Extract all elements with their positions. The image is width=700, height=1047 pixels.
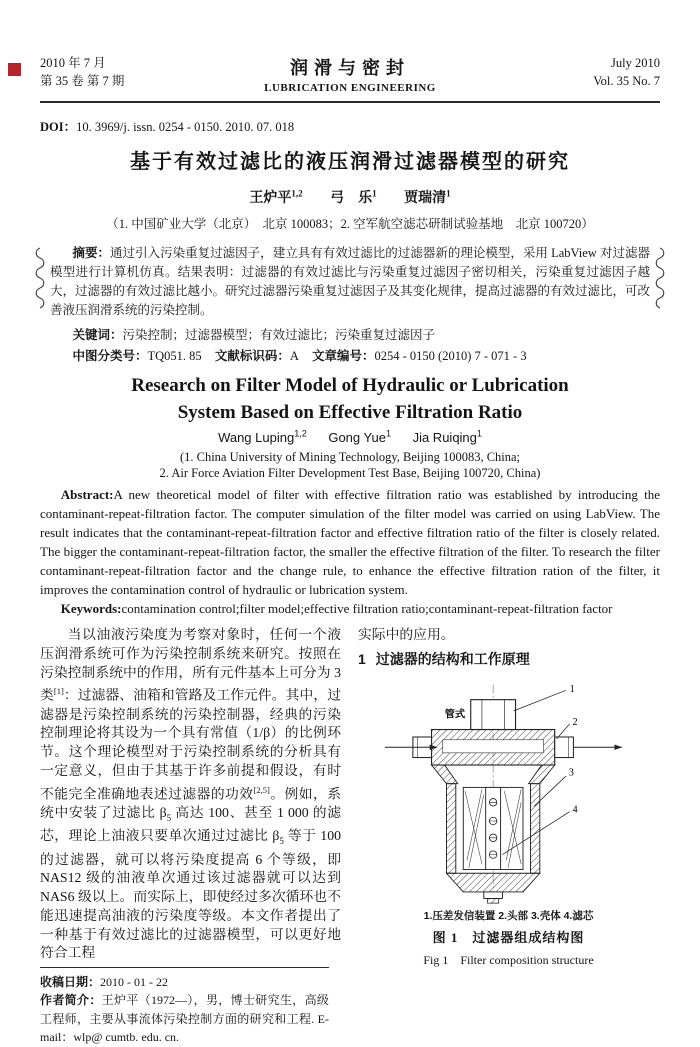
abstract-en (40, 485, 660, 599)
figure-type-label: 管式 (444, 709, 465, 721)
author-affil-sup: 1 (385, 429, 391, 439)
figure-caption-cn: 图 1 过滤器组成结构图 (432, 930, 585, 946)
bio-label: 作者简介： (40, 993, 102, 1008)
article-id (312, 349, 527, 363)
text-run: 。例如，系统中安装了过滤比 β (40, 786, 342, 820)
article-id-label: 文章编号： (311, 349, 375, 363)
dp-indicator-shape (470, 699, 515, 729)
clc-line (50, 347, 650, 366)
author-name: Wang Luping (218, 430, 295, 446)
title-en-line1: Research on Filter Model of Hydraulic or Lubrication (131, 375, 569, 396)
author-name: Jia Ruiqing (412, 430, 477, 446)
affiliation-cn: （1. 中国矿业大学（北京） 北京 100083；2. 空军航空滤芯研制试验基地 北京 100720） (106, 217, 594, 231)
figure-1 (358, 681, 659, 970)
abstract-label-cn: 摘要： (72, 246, 111, 260)
document-code-label: 文献标识码： (214, 349, 290, 363)
filter-element-shape (463, 787, 523, 869)
journal-page (0, 54, 700, 1045)
author-affil-sup: 1 (372, 188, 377, 199)
section-heading-1 (358, 650, 659, 669)
squiggle-ornament-right (656, 247, 665, 313)
issue-date-cn: 2010 年 7 月 (40, 56, 106, 70)
footnote-block (40, 967, 329, 1047)
text-run: ：过滤器、油箱和管路及工作元件。其中，过滤器是污染控制系统的污染控制器，经典的污染控制理论将其设为一个具有常值（1/β）的比例环节。这个理论模型对于污染控制系统的分析具有一定意义，但由于其基于许多前提和假设，有时不能完全准确地表述过滤器的功效 (40, 688, 342, 802)
authors-en (0, 429, 700, 445)
article-id-value: 0254 - 0150 (2010) 7 - 071 - 3 (374, 349, 527, 363)
left-column (40, 626, 341, 1047)
author-cn (249, 188, 303, 206)
author-affil-sup: 1 (446, 188, 451, 199)
clc-value: TQ051. 85 (147, 349, 202, 363)
document-code-value: A (289, 349, 299, 363)
filter-structure-diagram (383, 681, 635, 905)
keywords-en (40, 599, 660, 618)
author-affil-sup: 1,2 (294, 429, 307, 439)
text-run: 等于 100 的过滤器，就可以将污染度提高 6 个等级，即 NAS12 级的油液单次通过该过滤器就可以达到 NAS6 级以上。而实际上，即使经过多次循环也不能迅速提高油液的污染度等级。本文作者提出了一种基于有效过滤比的过滤器模型，可以更好地符合工程 (40, 828, 342, 961)
continuation-text: 实际中的应用。 (358, 627, 455, 643)
authors-cn (0, 187, 700, 207)
masthead-divider (40, 101, 660, 103)
keywords-text-cn: 污染控制；过滤器模型；有效过滤比；污染重复过滤因子 (122, 328, 436, 342)
keywords-cn (50, 326, 650, 345)
right-column (358, 626, 659, 1047)
received-label: 收稿日期： (40, 974, 101, 989)
masthead-left (40, 54, 190, 90)
journal-masthead (40, 54, 660, 94)
figure-legend: 1.压差发信装置 2.头部 3.壳体 4.滤芯 (423, 909, 594, 922)
author-name: 弓 乐 (330, 191, 373, 206)
abstract-block-cn (40, 244, 660, 366)
bottom-cap-shape (446, 873, 539, 903)
affiliation-en-line2: 2. Air Force Aviation Filter Development Test Base, Beijing 100720, China) (159, 466, 541, 481)
masthead-center (190, 54, 510, 94)
author-en (413, 430, 482, 445)
received-date-line (40, 973, 329, 992)
article-title-en (40, 372, 660, 426)
keywords-label-cn: 关键词： (72, 328, 123, 342)
clc-number (73, 349, 202, 363)
volume-issue-en: Vol. 35 No. 7 (593, 74, 660, 88)
affiliation-en (0, 449, 700, 481)
document-code (215, 349, 299, 363)
citation-ref: [2,5] (253, 784, 270, 795)
author-affil-sup: 1 (476, 429, 482, 439)
callout-1: 1 (569, 683, 575, 695)
affiliation-en-line1: (1. China University of Mining Technology, Beijing 100083, China; (179, 450, 521, 465)
abstract-label-en: Abstract: (60, 487, 114, 503)
doi-line (40, 117, 660, 135)
beta-subscript: 5 (279, 836, 284, 847)
callout-2: 2 (571, 716, 578, 728)
callout-3: 3 (568, 767, 574, 779)
author-name: Gong Yue (328, 430, 386, 446)
journal-title-en: LUBRICATION ENGINEERING (264, 82, 436, 94)
article-title-cn: 基于有效过滤比的液压润滑过滤器模型的研究 (130, 151, 570, 173)
callout-4: 4 (571, 804, 578, 816)
doi-value: 10. 3969/j. issn. 0254 - 0150. 2010. 07. 018 (76, 120, 295, 134)
author-en (328, 430, 391, 445)
volume-issue-cn: 第 35 卷 第 7 期 (40, 74, 125, 88)
keywords-text-en: contamination control;filter model;effective filtration ratio;contaminant-repeat-filtration factor (121, 601, 613, 617)
author-cn (404, 188, 451, 206)
section-number: 1 (358, 651, 366, 668)
title-en-line2: System Based on Effective Filtration Ratio (177, 402, 523, 423)
figure-caption-en: Fig 1 Filter composition structure (423, 953, 594, 968)
abstract-text-cn: 通过引入污染重复过滤因子，建立具有有效过滤比的过滤器新的理论模型，采用 LabView 对过滤器模型进行计算机仿真。结果表明：过滤器的有效过滤比与污染重复过滤因子密切相关，污染重复过滤因子越大，过滤器的有效过滤比越小。研究过滤器污染重复过滤因子及其变化规律，提高过滤器的有效过滤比，可改善液压润滑系统的污染控制。 (50, 246, 651, 317)
text-run: 当以油液污染度为考察对象时，任何一个液压润滑系统可作为污染控制系统来研究。按照在污染控制系统中的作用，所有元件基本上可分为 3 类 (40, 627, 341, 704)
text-run: 高达 100、甚至 1 000 的滤芯，理论上油液只要单次通过过滤比 β (40, 804, 342, 844)
intro-paragraph (40, 626, 341, 963)
author-affil-sup: 1,2 (291, 188, 303, 199)
received-value: 2010 - 01 - 22 (100, 974, 169, 989)
clc-label: 中图分类号： (72, 349, 148, 363)
author-bio-line (40, 991, 329, 1047)
corner-marker (8, 63, 21, 76)
issue-date-en: July 2010 (611, 56, 660, 70)
author-en (218, 430, 307, 445)
squiggle-ornament-left (35, 247, 44, 313)
abstract-text-en: A new theoretical model of filter with effective filtration ratio was established by introducing the contaminant-repeat-filtration factor. The computer simulation of the filter model was carried on using LabView. The result indicates that the contaminant-repeat-filtration factor and effective filtration ratio of the filter is closely related. The bigger the contaminant-repeat-filtration factor, the smaller the effective filtration of the filter. To research the filter contaminant-repeat-filtration factor and the change rule, to enhance the effective filtration ration of the filter, it improves the contamination control of hydraulic or lubrication system. (40, 487, 660, 598)
keywords-label-en: Keywords: (60, 601, 122, 617)
doi-label: DOI： (40, 120, 77, 134)
author-name: 王炉平 (249, 191, 292, 206)
author-cn (330, 188, 377, 206)
two-column-body (40, 626, 660, 1047)
journal-title-cn: 润滑与密封 (290, 58, 410, 78)
bio-text: 王炉平（1972—），男，博士研究生，高级工程师，主要从事流体污染控制方面的研究和工程. E-mail：wlp@ cumtb. edu. cn. (40, 993, 329, 1045)
masthead-right (510, 54, 660, 90)
section-title: 过滤器的结构和工作原理 (375, 651, 530, 668)
citation-ref: [1] (53, 686, 64, 697)
abstract-cn (50, 244, 650, 320)
beta-subscript: 5 (166, 812, 172, 823)
author-name: 贾瑞清 (404, 191, 447, 206)
